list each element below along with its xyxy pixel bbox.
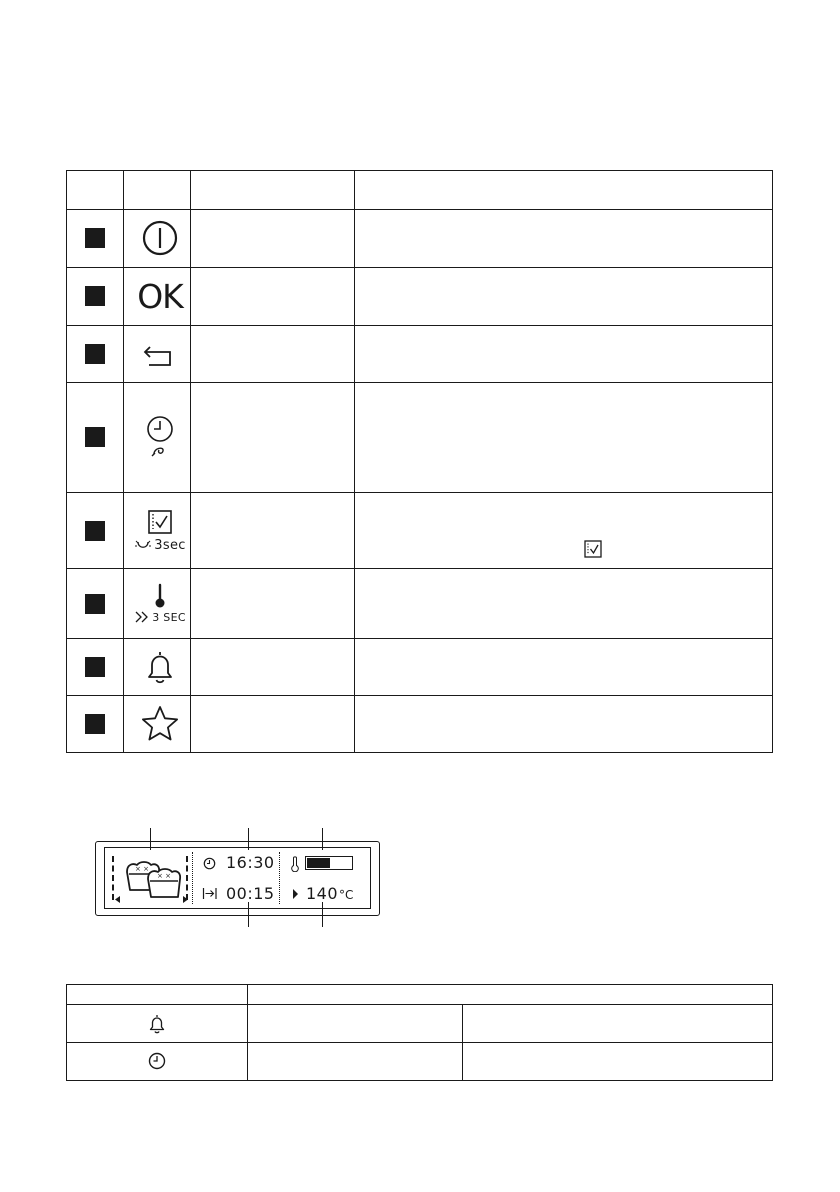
clock-icon bbox=[147, 1051, 167, 1075]
bread-icon bbox=[124, 860, 182, 902]
table-row bbox=[66, 638, 773, 695]
bell-icon bbox=[124, 638, 196, 695]
sensor-field-marker bbox=[85, 427, 105, 447]
controls-table bbox=[66, 170, 773, 753]
table-row bbox=[66, 695, 773, 752]
time-of-day-value: 16:30 bbox=[226, 853, 275, 872]
play-arrow-icon bbox=[292, 889, 299, 899]
temperature-value: 140 bbox=[306, 884, 339, 903]
duration-value: 00:15 bbox=[226, 884, 275, 903]
sensor-field-marker bbox=[85, 594, 105, 614]
table-row bbox=[66, 1004, 773, 1042]
table-row bbox=[66, 492, 773, 568]
sensor-field-marker bbox=[85, 286, 105, 306]
sensor-field-marker bbox=[85, 228, 105, 248]
hold-duration-label: 3 SEC bbox=[134, 611, 186, 624]
table-row bbox=[66, 267, 773, 325]
table-row bbox=[66, 325, 773, 382]
table-row bbox=[66, 568, 773, 638]
table-row bbox=[66, 382, 773, 492]
ok-icon-text: OK bbox=[137, 276, 183, 316]
duration-icon bbox=[202, 887, 218, 900]
clock-options-icon bbox=[124, 382, 196, 492]
temperature-readout bbox=[306, 884, 353, 903]
thermometer-icon bbox=[124, 568, 196, 638]
level-left-marker-icon bbox=[114, 896, 122, 904]
sensor-field-marker bbox=[85, 521, 105, 541]
sensor-field-marker bbox=[85, 657, 105, 677]
table-header-row bbox=[66, 170, 773, 209]
back-arrow-icon bbox=[124, 325, 196, 382]
svg-text:× ×: × × bbox=[157, 872, 171, 880]
temperature-unit: °C bbox=[339, 888, 354, 902]
star-icon bbox=[124, 695, 196, 752]
touch-icon bbox=[134, 539, 152, 551]
hold-duration-label: 3sec bbox=[134, 538, 185, 553]
timer-table bbox=[66, 984, 773, 1081]
favourites-check-icon bbox=[583, 539, 603, 563]
table-row bbox=[66, 209, 773, 267]
sensor-field-marker bbox=[85, 344, 105, 364]
clock-icon bbox=[203, 857, 216, 870]
heat-level-fill bbox=[307, 858, 330, 868]
favourites-check-icon bbox=[124, 492, 196, 568]
double-chevron-icon bbox=[134, 611, 150, 623]
svg-text:× ×: × × bbox=[135, 865, 149, 873]
heat-level-bar bbox=[305, 856, 353, 870]
thermometer-icon bbox=[290, 856, 300, 872]
power-icon bbox=[124, 209, 196, 267]
table-row bbox=[66, 1042, 773, 1080]
sensor-field-marker bbox=[85, 714, 105, 734]
level-right-marker-icon bbox=[181, 896, 189, 904]
bell-icon bbox=[146, 1013, 168, 1039]
ok-icon bbox=[124, 267, 196, 325]
